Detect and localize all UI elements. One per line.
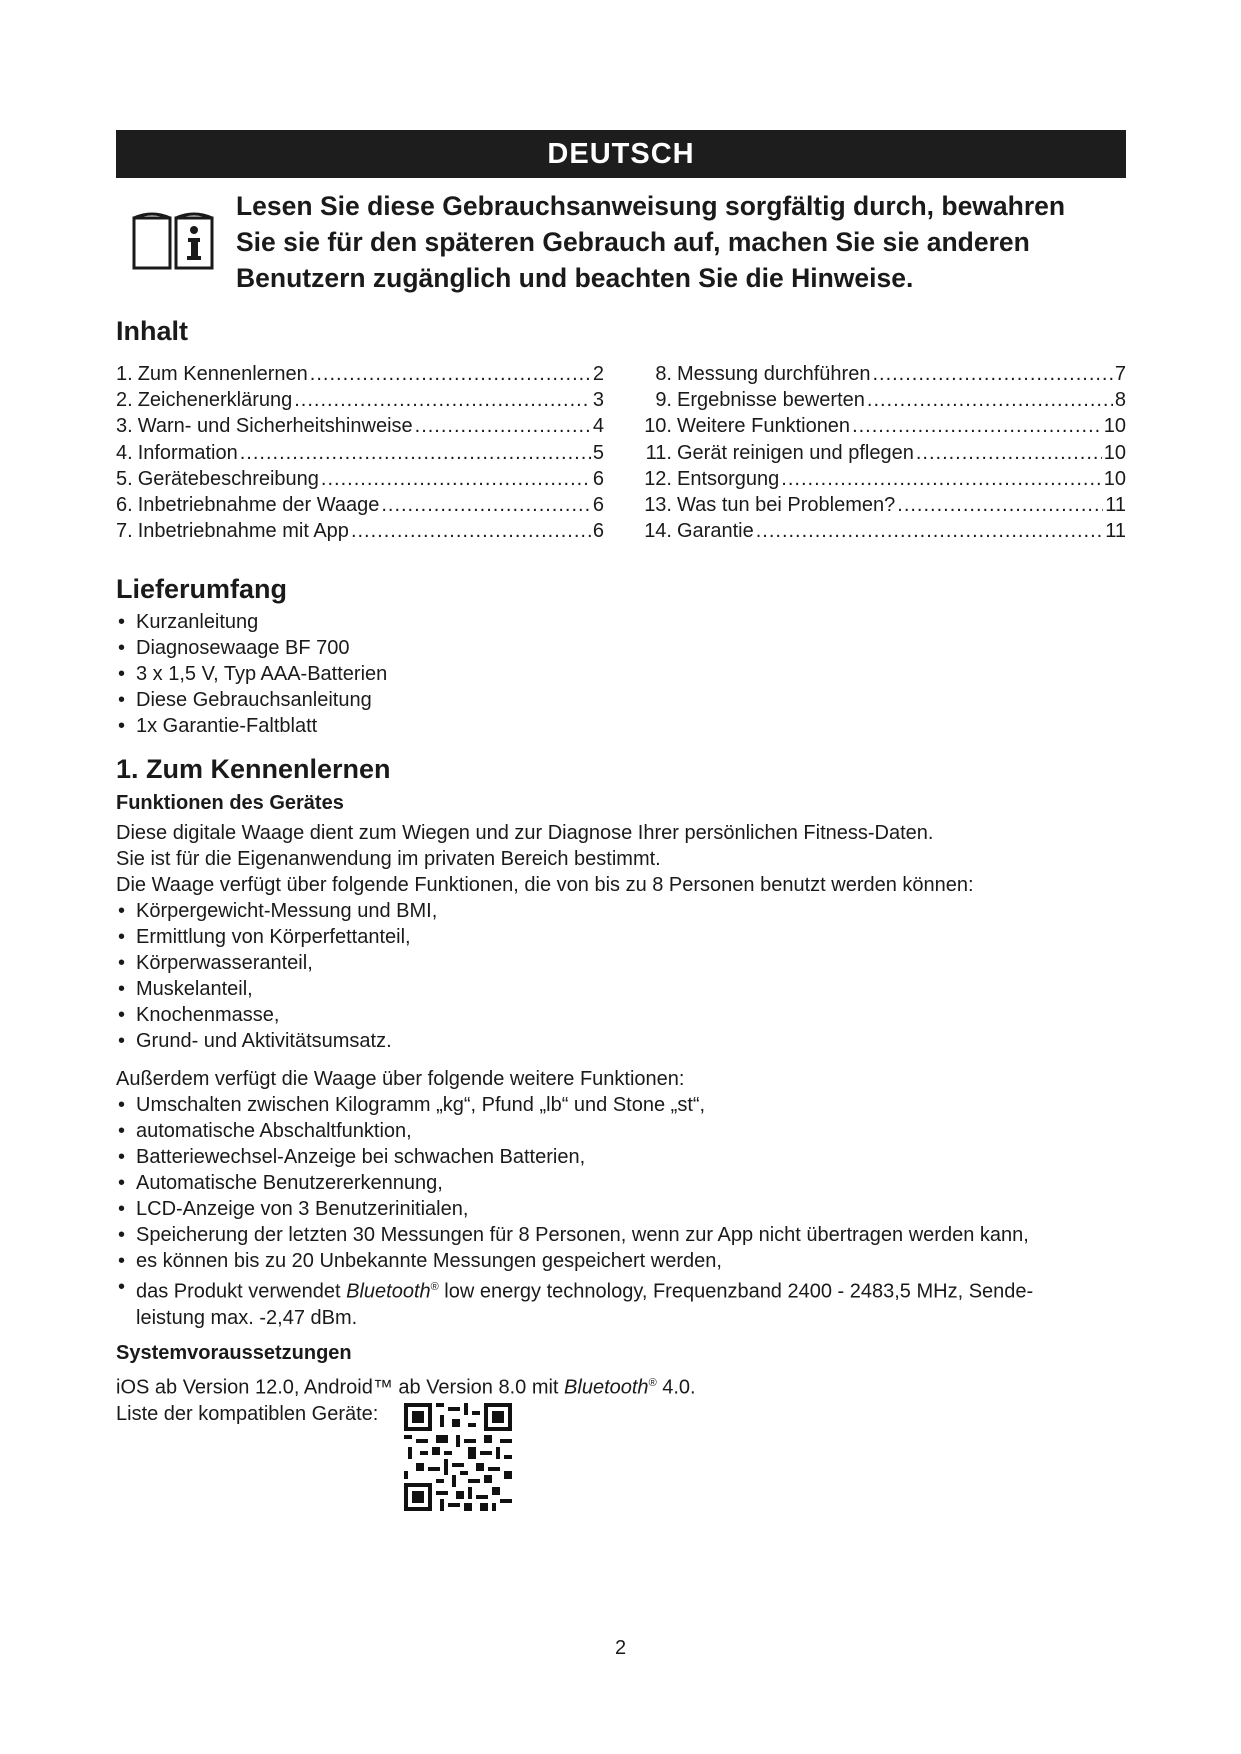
toc-entry-number: 10.	[644, 415, 672, 438]
intro-line: Sie sie für den späteren Gebrauch auf, machen Sie sie anderen	[236, 227, 1030, 257]
toc-entry-number: 12.	[644, 467, 672, 490]
list-item: • Batteriewechsel-Anzeige bei schwachen Batterien,	[116, 1144, 1126, 1170]
toc-entry-label: Gerätebeschreibung	[137, 467, 319, 490]
intro-line: Lesen Sie diese Gebrauchsanweisung sorgfältig durch, bewahren	[236, 191, 1066, 221]
toc-entry[interactable]	[638, 466, 1126, 492]
toc-entry-label: Inbetriebnahme mit App	[137, 520, 349, 543]
toc-entry-page: 3	[592, 389, 604, 412]
toc-entry-label: Messung durchführen	[677, 363, 871, 385]
registered-mark: ®	[430, 1281, 439, 1293]
list-item: • Muskelanteil,	[116, 976, 1126, 1002]
text: leistung max. -2,47 dBm.	[136, 1306, 358, 1329]
toc-leader	[310, 361, 591, 387]
intro-text	[236, 188, 1126, 296]
toc-title: Inhalt	[116, 316, 188, 346]
text: das Produkt verwendet	[136, 1280, 347, 1303]
manual-info-icon	[130, 208, 216, 274]
paragraph: Diese digitale Waage dient zum Wiegen und zur Diagnose Ihrer persönlichen Fitness-Daten.	[116, 822, 934, 844]
toc-entry[interactable]	[638, 361, 1126, 387]
toc-entry-page: 2	[592, 363, 604, 385]
paragraph: Die Waage verfügt über folgende Funktionen, die von bis zu 8 Personen benutzt werden können:	[116, 874, 974, 896]
toc-entry[interactable]	[116, 413, 604, 439]
list-item: • Kurzanleitung	[116, 609, 1126, 635]
toc-entry-number: 1.	[116, 363, 133, 385]
section-subtitle: Funktionen des Gerätes	[116, 792, 344, 814]
toc-entry-number: 9.	[655, 389, 672, 412]
list-item: • 3 x 1,5 V, Typ AAA-Batterien	[116, 661, 1126, 687]
toc-entry[interactable]	[116, 518, 604, 544]
list-item: • Ermittlung von Körperfettanteil,	[116, 924, 1126, 950]
text: low energy technology, Frequenzband 2400 - 2483,5 MHz, Sende-	[438, 1280, 1034, 1303]
toc-entry[interactable]	[638, 387, 1126, 413]
toc-entry[interactable]	[116, 492, 604, 518]
toc-entry-page: 8	[1114, 389, 1126, 412]
toc-entry[interactable]	[116, 440, 604, 466]
toc-entry[interactable]	[638, 492, 1126, 518]
toc-entry-number: 7.	[116, 520, 133, 543]
paragraph: Außerdem verfügt die Waage über folgende weitere Funktionen:	[116, 1068, 685, 1090]
text: iOS ab Version 12.0, Android™ ab Version 8.0 mit	[116, 1376, 565, 1399]
toc-entry-page: 4	[592, 415, 604, 438]
toc-entry-label: Zeichenerklärung	[137, 389, 293, 412]
toc-entry-page: 10	[1103, 467, 1126, 490]
paragraph: Liste der kompatiblen Geräte:	[116, 1402, 379, 1425]
toc-entry-label: Was tun bei Problemen?	[677, 494, 896, 517]
toc-entry-number: 5.	[116, 467, 133, 490]
toc-entry-number: 2.	[116, 389, 133, 412]
toc-entry-number: 11.	[645, 441, 672, 464]
toc-entry-page: 11	[1105, 520, 1126, 543]
bluetooth-brand: Bluetooth	[346, 1280, 431, 1303]
toc-entry[interactable]	[116, 466, 604, 492]
delivery-list	[116, 609, 1126, 739]
toc-entry-label: Gerät reinigen und pflegen	[677, 441, 914, 464]
toc-entry-label: Weitere Funktionen	[677, 415, 851, 438]
list-item: • Umschalten zwischen Kilogramm „kg“, Pfund „lb“ und Stone „st“,	[116, 1092, 1126, 1118]
toc-leader	[872, 361, 1112, 387]
toc-left-column	[116, 361, 604, 544]
system-requirements-title: Systemvoraussetzungen	[116, 1342, 352, 1364]
delivery-title: Lieferumfang	[116, 574, 288, 604]
paragraph: Sie ist für die Eigenanwendung im privaten Bereich bestimmt.	[116, 848, 661, 870]
toc-entry[interactable]	[638, 518, 1126, 544]
toc-leader	[381, 492, 591, 518]
toc-entry-label: Warn- und Sicherheitshinweise	[137, 415, 413, 438]
toc-leader	[916, 440, 1102, 466]
toc-leader	[867, 387, 1113, 413]
toc-entry-number: 8.	[655, 363, 672, 385]
text: 4.0.	[656, 1376, 696, 1399]
list-item: • Knochenmasse,	[116, 1002, 1126, 1028]
toc-leader	[852, 413, 1102, 439]
system-requirements	[116, 1370, 1126, 1427]
page-number: 2	[614, 1637, 627, 1659]
section-body-more	[116, 1066, 1126, 1331]
toc-entry-page: 7	[1114, 363, 1126, 385]
toc-entry-number: 6.	[116, 494, 133, 517]
bluetooth-brand: Bluetooth	[564, 1376, 649, 1399]
list-item: • Speicherung der letzten 30 Messungen für 8 Personen, wenn zur App nicht übertragen werden kann,	[116, 1222, 1126, 1248]
toc-leader	[240, 440, 591, 466]
toc-entry-page: 5	[592, 441, 604, 464]
registered-mark: ®	[648, 1377, 657, 1389]
toc-entry[interactable]	[116, 361, 604, 387]
list-item: • Diagnosewaage BF 700	[116, 635, 1126, 661]
toc-entry-page: 10	[1103, 441, 1126, 464]
toc-entry-label: Information	[137, 441, 238, 464]
toc-leader	[897, 492, 1103, 518]
list-item: • Körperwasseranteil,	[116, 950, 1126, 976]
list-item: • 1x Garantie-Faltblatt	[116, 713, 1126, 739]
section-title: 1. Zum Kennenlernen	[116, 754, 391, 784]
section-body	[116, 820, 1126, 1054]
toc-entry[interactable]	[638, 413, 1126, 439]
toc-entry-number: 3.	[116, 415, 133, 438]
toc-entry-page: 10	[1103, 415, 1126, 438]
list-item: • es können bis zu 20 Unbekannte Messungen gespeichert werden,	[116, 1248, 1126, 1274]
list-item: • Automatische Benutzererkennung,	[116, 1170, 1126, 1196]
toc-leader	[415, 413, 591, 439]
toc-entry[interactable]	[638, 440, 1126, 466]
list-item: • Körpergewicht-Messung und BMI,	[116, 898, 1126, 924]
toc-entry-label: Garantie	[677, 520, 754, 543]
toc-leader	[781, 466, 1101, 492]
list-item: • automatische Abschaltfunktion,	[116, 1118, 1126, 1144]
toc-leader	[294, 387, 591, 413]
paragraph	[116, 1370, 1126, 1401]
toc-entry-label: Entsorgung	[677, 467, 780, 490]
qr-code-icon[interactable]	[404, 1403, 512, 1511]
toc-entry-page: 11	[1105, 494, 1126, 517]
intro-notice	[116, 188, 1126, 303]
language-header: DEUTSCH	[116, 130, 1126, 178]
list-item-bluetooth	[116, 1274, 1126, 1331]
list-item: • Diese Gebrauchsanleitung	[116, 687, 1126, 713]
toc-leader	[321, 466, 591, 492]
toc-leader	[756, 518, 1104, 544]
toc-entry-number: 4.	[116, 441, 133, 464]
toc-entry-label: Inbetriebnahme der Waage	[137, 494, 380, 517]
toc-entry-page: 6	[592, 467, 604, 490]
toc-entry-label: Ergebnisse bewerten	[677, 389, 865, 412]
toc-leader	[351, 518, 591, 544]
toc-entry-page: 6	[592, 494, 604, 517]
toc-entry-number: 14.	[644, 520, 672, 543]
list-item: • LCD-Anzeige von 3 Benutzerinitialen,	[116, 1196, 1126, 1222]
toc-right-column	[638, 361, 1126, 544]
toc-entry[interactable]	[116, 387, 604, 413]
toc-entry-label: Zum Kennenlernen	[137, 363, 308, 385]
intro-line: Benutzern zugänglich und beachten Sie die Hinweise.	[236, 263, 914, 293]
toc-entry-page: 6	[592, 520, 604, 543]
toc-entry-number: 13.	[644, 494, 672, 517]
list-item: • Grund- und Aktivitätsumsatz.	[116, 1028, 1126, 1054]
